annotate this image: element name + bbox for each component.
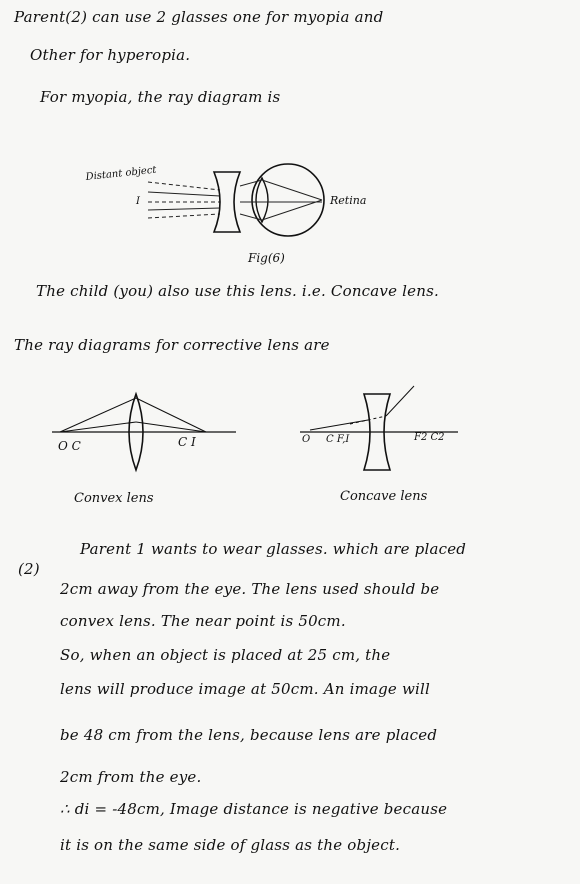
eye-circle bbox=[252, 164, 324, 236]
text-line-12: 2cm from the eye. bbox=[60, 768, 202, 786]
text-line-11: be 48 cm from the lens, because lens are placed bbox=[60, 726, 438, 744]
text-line-8: convex lens. The near point is 50cm. bbox=[60, 612, 346, 630]
convex-lens-diagram bbox=[52, 394, 236, 470]
convex-right-label: C I bbox=[178, 435, 196, 449]
concave-lens-shape bbox=[214, 172, 240, 232]
figure-caption: Fig(6) bbox=[248, 251, 285, 265]
incoming-rays bbox=[148, 182, 220, 218]
myopia-ray-diagram bbox=[0, 150, 580, 300]
corrective-lens-diagrams bbox=[0, 380, 580, 520]
concave-left-label: O bbox=[302, 434, 311, 445]
text-line-13: ∴ di = -48cm, Image distance is negative because bbox=[60, 800, 448, 818]
concave-mid-label: C F,I bbox=[326, 434, 350, 445]
concave-right-label: F2 C2 bbox=[414, 432, 445, 443]
concave-caption: Concave lens bbox=[340, 489, 428, 504]
text-line-6: Parent 1 wants to wear glasses. which are placed bbox=[80, 540, 467, 558]
text-line-1: Parent(2) can use 2 glasses one for myopia and bbox=[14, 8, 384, 26]
text-line-5: The ray diagrams for corrective lens are bbox=[14, 336, 330, 354]
eye-lens bbox=[256, 178, 268, 222]
question-number: (2) bbox=[18, 560, 40, 578]
text-line-4: The child (you) also use this lens. i.e. Concave lens. bbox=[36, 282, 439, 300]
concave-lens-diagram bbox=[300, 386, 458, 470]
convex-caption: Convex lens bbox=[74, 491, 154, 506]
text-line-14: it is on the same side of glass as the object. bbox=[60, 836, 401, 854]
text-line-7: 2cm away from the eye. The lens used should be bbox=[60, 580, 440, 598]
text-line-10: lens will produce image at 50cm. An image will bbox=[60, 680, 431, 698]
convex-left-label: O C bbox=[58, 439, 81, 453]
distant-object-label: Distant object bbox=[85, 164, 157, 183]
text-line-3: For myopia, the ray diagram is bbox=[40, 88, 281, 106]
text-line-2: Other for hyperopia. bbox=[30, 46, 191, 64]
retina-label: Retina bbox=[330, 194, 367, 207]
object-marker: I bbox=[136, 196, 140, 207]
text-line-9: So, when an object is placed at 25 cm, the bbox=[60, 646, 391, 664]
